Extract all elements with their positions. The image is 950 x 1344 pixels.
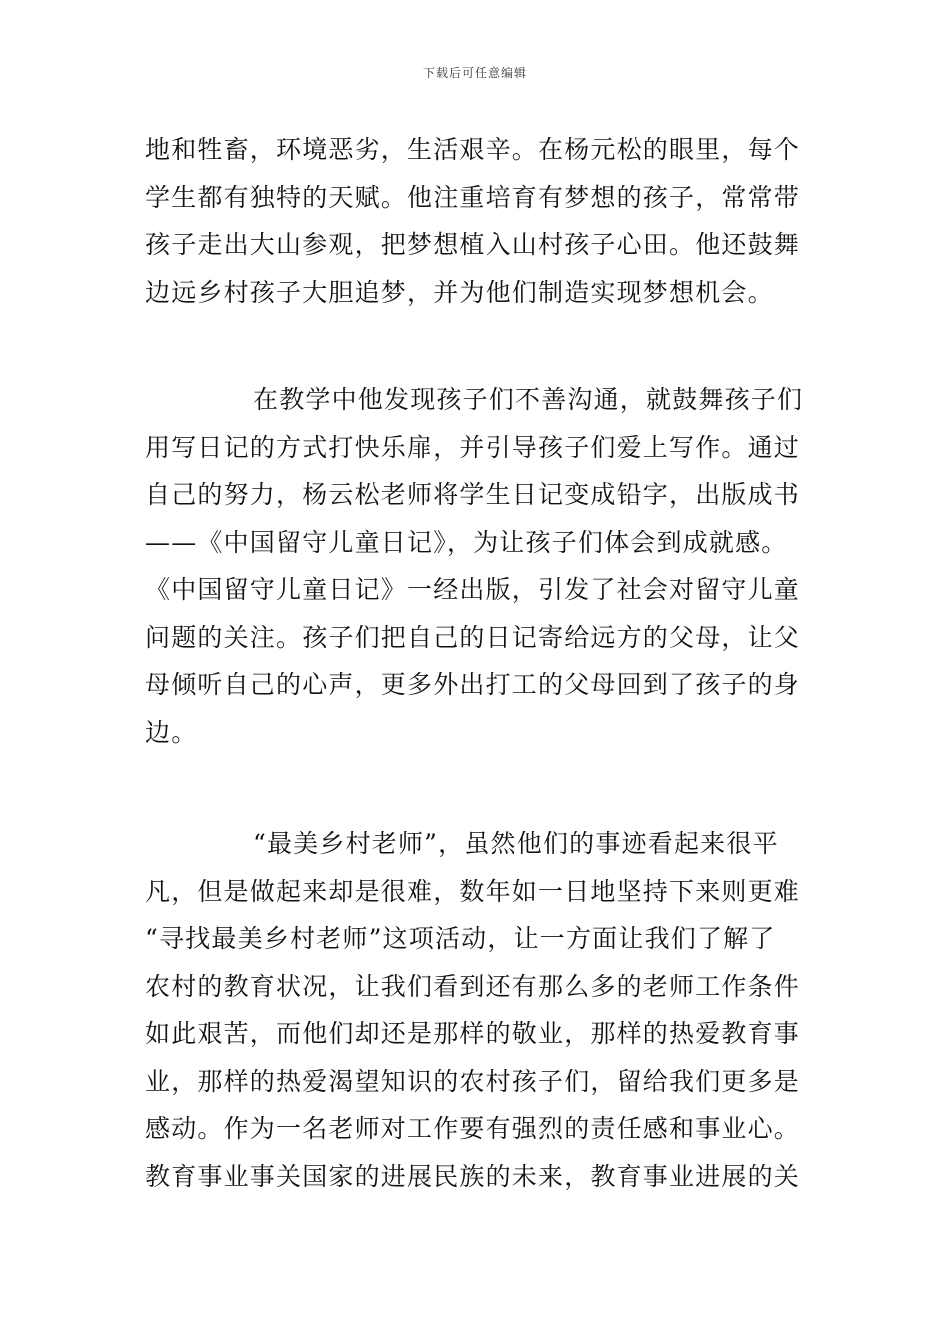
text-line: 孩子走出大山参观，把梦想植入山村孩子心田。他还鼓舞 [145, 230, 801, 259]
text-line: ——《中国留守儿童日记》，为让孩子们体会到成就感。 [145, 527, 788, 557]
text-line: 《中国留守儿童日记》一经出版，引发了社会对留守儿童 [145, 575, 801, 604]
text-line: 农村的教育状况，让我们看到还有那么多的老师工作条件 [145, 971, 801, 1001]
text-line: 如此艰苦，而他们却还是那样的敬业，那样的热爱教育事 [145, 1019, 801, 1048]
text-line: 业，那样的热爱渴望知识的农村孩子们，留给我们更多是 [145, 1066, 801, 1096]
page-header: 下载后可任意编辑 [422, 66, 527, 80]
text-line: 问题的关注。孩子们把自己的日记寄给远方的父母，让父 [145, 622, 801, 652]
text-line: 教育事业事关国家的进展民族的未来，教育事业进展的关 [145, 1161, 801, 1191]
paragraph-1 [145, 126, 810, 316]
text-line: 地和牲畜，环境恶劣，生活艰辛。在杨元松的眼里，每个 [145, 135, 801, 164]
text-line: “寻找最美乡村老师”这项活动，让一方面让我们了解了 [145, 924, 776, 953]
text-line: “最美乡村老师”，虽然他们的事迹看起来很平 [253, 829, 779, 858]
text-line: 自己的努力，杨云松老师将学生日记变成铅字，出版成书 [145, 480, 801, 509]
text-line: 学生都有独特的天赋。他注重培育有梦想的孩子，常常带 [145, 182, 801, 212]
paragraph-2 [145, 376, 810, 756]
text-line: 边远乡村孩子大胆追梦，并为他们制造实现梦想机会。 [145, 277, 774, 307]
text-line: 凡，但是做起来却是很难，数年如一日地坚持下来则更难 [145, 876, 801, 906]
text-line: 在教学中他发现孩子们不善沟通，就鼓舞孩子们 [253, 385, 804, 414]
text-line: 母倾听自己的心声，更多外出打工的父母回到了孩子的身 [145, 670, 801, 699]
text-line: 边。 [145, 717, 198, 747]
text-line: 感动。作为一名老师对工作要有强烈的责任感和事业心。 [145, 1114, 801, 1143]
text-line: 用写日记的方式打快乐扉，并引导孩子们爱上写作。通过 [145, 432, 801, 462]
paragraph-3 [145, 820, 810, 1200]
